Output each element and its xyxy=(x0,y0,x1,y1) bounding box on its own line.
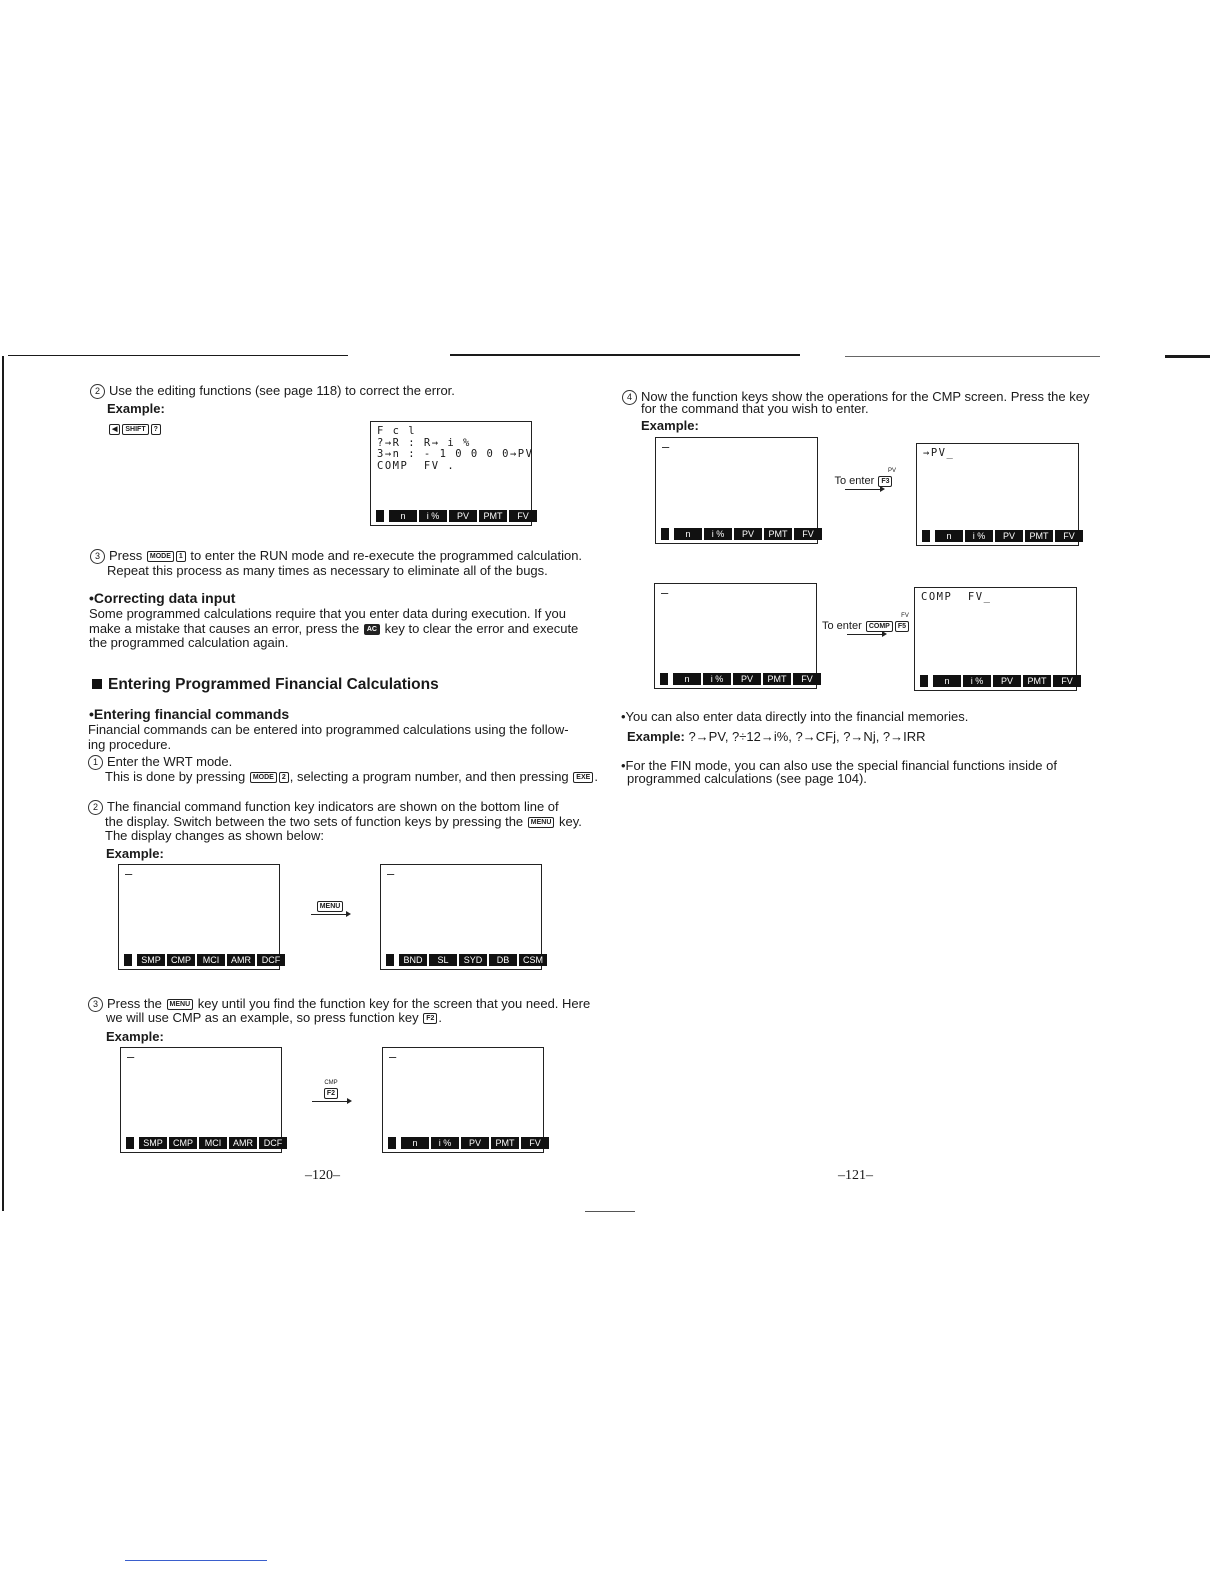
top-rule-right xyxy=(845,356,1100,357)
entering-step3-line2: we will use CMP as an example, so press function key F2 . xyxy=(106,1010,443,1025)
shift-key: SHIFT xyxy=(122,424,148,435)
display-line: F c l xyxy=(377,425,417,437)
fkey: PV xyxy=(993,675,1021,687)
fkey: DCF xyxy=(257,954,285,966)
fkey: FV xyxy=(521,1137,549,1149)
fkey: PMT xyxy=(491,1137,519,1149)
step-number: 2 xyxy=(88,800,103,815)
fv-label: FV xyxy=(901,613,909,619)
comp-key: COMP xyxy=(866,621,893,632)
correcting-title: •Correcting data input xyxy=(89,590,236,606)
section-heading: Entering Programmed Financial Calculations xyxy=(92,676,439,694)
fkey: SMP xyxy=(139,1137,167,1149)
top-rule-edge xyxy=(1165,355,1210,358)
display-line: 3→n : - 1 0 0 0 0→PV xyxy=(377,448,534,460)
fkey: PV xyxy=(995,530,1023,542)
right-arrow-icon xyxy=(845,489,883,490)
f2-key: F2 xyxy=(324,1088,338,1099)
fkey: CMP xyxy=(169,1137,197,1149)
fkey: n xyxy=(389,510,417,522)
fv-display-b xyxy=(914,587,1077,691)
f5-key: F5 xyxy=(895,621,909,632)
step3-line1: 3 Press MODE 1 to enter the RUN mode and re-execute the programmed calculation. xyxy=(90,548,582,564)
fkey: n xyxy=(935,530,963,542)
display-line: COMP FV . xyxy=(377,459,456,472)
ac-key: AC xyxy=(364,624,380,635)
bottom-rule xyxy=(585,1211,635,1212)
display-line: →PV_ xyxy=(923,447,955,459)
fkey: i % xyxy=(419,510,447,522)
mode-key: MODE xyxy=(147,551,174,562)
fkey: DB xyxy=(489,954,517,966)
menu-display-a xyxy=(118,864,280,970)
fkey: i % xyxy=(703,673,731,685)
step3-line2: Repeat this process as many times as necessary to eliminate all of the bugs. xyxy=(107,563,548,578)
top-rule-left xyxy=(8,355,348,356)
menu-key: MENU xyxy=(167,999,194,1010)
function-key-bar xyxy=(376,510,537,522)
note1: •You can also enter data directly into the financial memories. xyxy=(621,709,969,724)
step2-text: 2 Use the editing functions (see page 118) to correct the error. xyxy=(90,383,455,399)
display-line: ?→R : R→ i % xyxy=(377,436,471,449)
note1-example: Example: ?→PV, ?÷12→i%, ?→CFj, ?→Nj, ?→IRR xyxy=(627,729,926,744)
fkey: SL xyxy=(429,954,457,966)
cmp-display-a xyxy=(120,1047,282,1153)
fkey: PV xyxy=(734,528,762,540)
entering-step2-line1: 2 The financial command function key indicators are shown on the bottom line of xyxy=(88,799,559,815)
mode-key: MODE xyxy=(250,772,277,783)
square-bullet-icon xyxy=(92,679,102,689)
fkey: SMP xyxy=(137,954,165,966)
step4-line1: 4 Now the function keys show the operations for the CMP screen. Press the key xyxy=(622,389,1089,405)
entering-step2-example: Example: xyxy=(106,846,164,861)
step-number: 1 xyxy=(88,755,103,770)
fkey: AMR xyxy=(229,1137,257,1149)
fkey: MCI xyxy=(199,1137,227,1149)
fkey: FV xyxy=(1055,530,1083,542)
cursor: – xyxy=(125,867,133,881)
pv-label: PV xyxy=(887,468,896,474)
cursor: – xyxy=(662,440,670,454)
indicator-block xyxy=(126,1137,134,1149)
step4-line2: for the command that you wish to enter. xyxy=(641,401,869,416)
fkey: PV xyxy=(449,510,477,522)
entering-step3-example: Example: xyxy=(106,1029,164,1044)
entering-step1-line1: 1 Enter the WRT mode. xyxy=(88,754,232,770)
entering-step3-line1: 3 Press the MENU key until you find the function key for the screen that you need. Here xyxy=(88,996,590,1012)
fkey: PMT xyxy=(479,510,507,522)
fkey: n xyxy=(674,528,702,540)
fkey: PMT xyxy=(763,673,791,685)
correcting-line2: make a mistake that causes an error, press the AC key to clear the error and execute xyxy=(89,621,579,636)
cursor: – xyxy=(387,867,395,881)
fkey: MCI xyxy=(197,954,225,966)
function-key-bar xyxy=(126,1137,287,1149)
menu-arrow xyxy=(309,900,351,915)
function-key-bar xyxy=(661,528,822,540)
cmp-label: CMP xyxy=(324,1080,338,1086)
fkey: CSM xyxy=(519,954,547,966)
top-rule-mid xyxy=(450,354,800,356)
fkey: i % xyxy=(431,1137,459,1149)
correcting-line1: Some programmed calculations require that you enter data during execution. If you xyxy=(89,606,566,621)
indicator-block xyxy=(386,954,394,966)
exe-key: EXE xyxy=(573,772,593,783)
right-arrow-icon xyxy=(312,1101,350,1102)
indicator-block xyxy=(124,954,132,966)
step2-example-label: Example: xyxy=(107,401,165,416)
note2-line1: •For the FIN mode, you can also use the special financial functions inside of xyxy=(621,758,1057,773)
right-arrow-icon xyxy=(311,914,349,915)
step4-example: Example: xyxy=(641,418,699,433)
fkey: PMT xyxy=(764,528,792,540)
entering-title: •Entering financial commands xyxy=(89,706,290,722)
fkey: CMP xyxy=(167,954,195,966)
fkey: n xyxy=(933,675,961,687)
step-number: 3 xyxy=(90,549,105,564)
indicator-block xyxy=(922,530,930,542)
indicator-block xyxy=(388,1137,396,1149)
correcting-line3: the programmed calculation again. xyxy=(89,635,289,650)
entering-step2-line3: The display changes as shown below: xyxy=(105,828,324,843)
fkey: FV xyxy=(509,510,537,522)
indicator-block xyxy=(660,673,668,685)
one-key: 1 xyxy=(176,551,186,562)
fkey: i % xyxy=(965,530,993,542)
function-key-bar xyxy=(388,1137,549,1149)
cursor: – xyxy=(127,1050,135,1064)
left-arrow-key: ◀ xyxy=(109,424,120,435)
function-key-bar xyxy=(124,954,285,966)
fkey: BND xyxy=(399,954,427,966)
entering-line1: Financial commands can be entered into programmed calculations using the follow- xyxy=(88,722,569,737)
f2-key: F2 xyxy=(423,1013,437,1024)
entering-step2-line2: the display. Switch between the two sets of function keys by pressing the MENU key. xyxy=(105,814,582,829)
fkey: PV xyxy=(461,1137,489,1149)
step-number: 4 xyxy=(622,390,637,405)
menu-display-b xyxy=(380,864,542,970)
fkey: i % xyxy=(704,528,732,540)
fkey: n xyxy=(401,1137,429,1149)
to-enter-pv-arrow: PV To enter F3 xyxy=(826,468,902,490)
cursor: – xyxy=(661,586,669,600)
page-number-right: –121– xyxy=(838,1168,873,1183)
two-key: 2 xyxy=(279,772,289,783)
fkey: i % xyxy=(963,675,991,687)
page-number-left: –120– xyxy=(305,1168,340,1183)
indicator-block xyxy=(920,675,928,687)
fkey: PMT xyxy=(1023,675,1051,687)
to-enter-fv-arrow: FV To enter COMP F5 xyxy=(819,613,913,635)
entering-line2: ing procedure. xyxy=(88,737,172,752)
fkey: FV xyxy=(793,673,821,685)
cursor: – xyxy=(389,1050,397,1064)
f3-key: F3 xyxy=(878,476,892,487)
entering-step1-line2: This is done by pressing MODE 2 , selecting a program number, and then pressing EXE . xyxy=(105,769,598,784)
menu-key: MENU xyxy=(317,901,344,912)
menu-key: MENU xyxy=(528,817,555,828)
fkey: DCF xyxy=(259,1137,287,1149)
question-key: ? xyxy=(151,424,161,435)
step-number: 2 xyxy=(90,384,105,399)
function-key-bar xyxy=(660,673,821,685)
pv-display-b xyxy=(916,443,1079,546)
right-arrow-icon xyxy=(847,634,885,635)
fkey: PMT xyxy=(1025,530,1053,542)
fkey: FV xyxy=(1053,675,1081,687)
pv-display-a xyxy=(655,437,818,544)
function-key-bar xyxy=(386,954,547,966)
note2-line2: programmed calculations (see page 104). xyxy=(627,771,867,786)
fkey: n xyxy=(673,673,701,685)
function-key-bar xyxy=(920,675,1081,687)
footer-link-rule xyxy=(125,1560,267,1561)
left-edge-rule xyxy=(2,356,4,1211)
step2-keys xyxy=(108,421,162,439)
indicator-block xyxy=(376,510,384,522)
fv-display-a xyxy=(654,583,817,689)
fkey: SYD xyxy=(459,954,487,966)
step2-display xyxy=(370,421,532,526)
fkey: FV xyxy=(794,528,822,540)
indicator-block xyxy=(661,528,669,540)
step-number: 3 xyxy=(88,997,103,1012)
fkey: AMR xyxy=(227,954,255,966)
function-key-bar xyxy=(922,530,1083,542)
f2-arrow xyxy=(310,1080,352,1102)
display-line: COMP FV_ xyxy=(921,591,992,603)
fkey: PV xyxy=(733,673,761,685)
cmp-display-b xyxy=(382,1047,544,1153)
